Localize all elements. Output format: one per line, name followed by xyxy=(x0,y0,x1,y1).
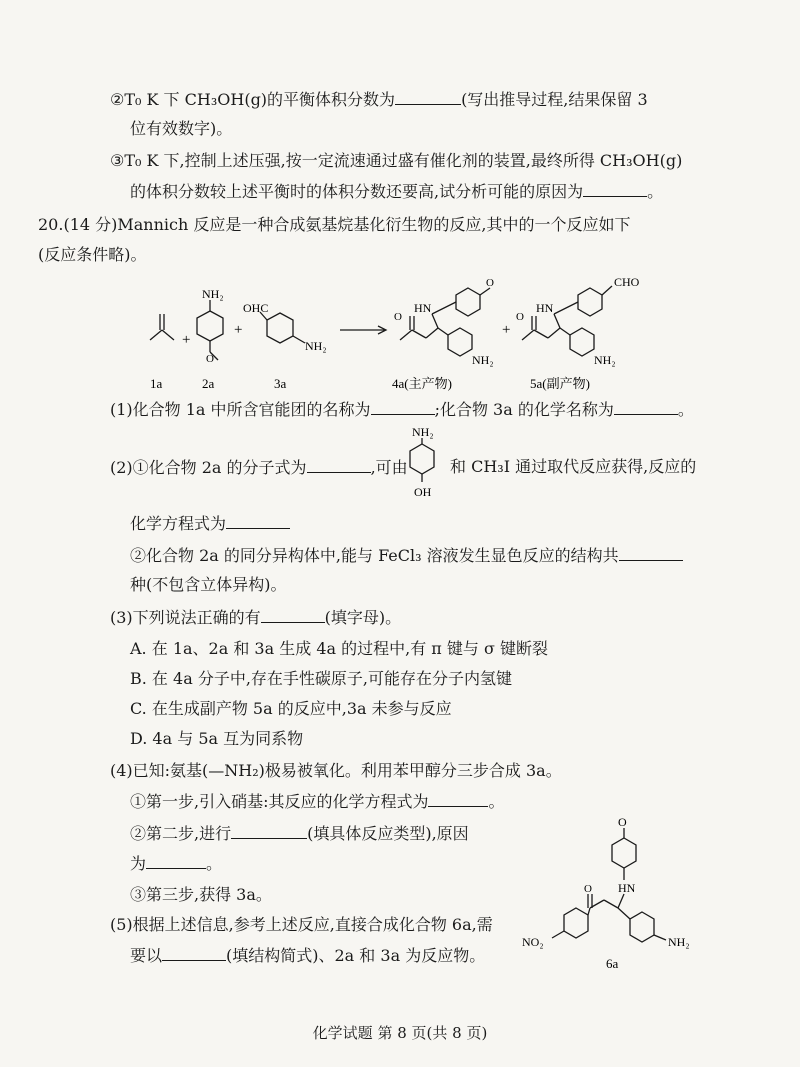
q20-s42-text: ②第二步,进行 xyxy=(130,824,232,843)
end-mark: 。 xyxy=(488,792,505,811)
compound-1a-structure xyxy=(150,314,174,340)
compound-4a-structure xyxy=(400,288,490,356)
q20-s5c-text: (填结构简式)、2a 和 3a 为反应物。 xyxy=(226,946,486,965)
q20-sub4-3: ③第三步,获得 3a。 xyxy=(130,885,272,904)
oh-label: OH xyxy=(414,485,432,499)
answer-blank[interactable] xyxy=(261,606,325,623)
answer-blank[interactable] xyxy=(583,180,647,197)
ohc-label: OHC xyxy=(243,301,269,315)
q19-part3-line2 xyxy=(130,180,663,203)
q20-s2d-text: 化学方程式为 xyxy=(130,514,227,533)
q20-sub1 xyxy=(110,398,694,421)
q20-s22a-text: ②化合物 2a 的同分异构体中,能与 FeCl₃ 溶液发生显色反应的结构共 xyxy=(130,546,619,565)
q20-s1-text: (1)化合物 1a 中所含官能团的名称为 xyxy=(110,400,371,419)
q20-sub2-2 xyxy=(130,544,683,567)
q20-sub2-2b: 种(不包含立体异构)。 xyxy=(130,575,287,594)
q20-sub2-1-cont: 和 CH₃I 通过取代反应获得,反应的 xyxy=(450,457,697,476)
option-c: C. 在生成副产物 5a 的反应中,3a 未参与反应 xyxy=(130,699,452,718)
hn-label: HN xyxy=(536,301,554,315)
nh2-label: NH₂ xyxy=(202,287,224,301)
answer-blank[interactable] xyxy=(146,852,206,869)
label-2a: 2a xyxy=(202,376,215,391)
q20-sub2-eq xyxy=(130,512,290,535)
q20-sub4: (4)已知:氨基(—NH₂)极易被氧化。利用苯甲醇分三步合成 3a。 xyxy=(110,761,562,780)
label-5a: 5a(副产物) xyxy=(530,376,590,391)
answer-blank[interactable] xyxy=(395,88,461,105)
compound-2a-structure xyxy=(197,300,223,360)
nh2-label: NH₂ xyxy=(305,339,327,353)
answer-blank[interactable] xyxy=(428,790,488,807)
q19-part2-line2: 位有效数字)。 xyxy=(130,119,233,138)
q19-p2-text1: ②T₀ K 下 CH₃OH(g)的平衡体积分数为 xyxy=(110,90,396,109)
no2-label: NO₂ xyxy=(522,935,544,949)
o-label: O xyxy=(516,311,524,323)
label-1a: 1a xyxy=(150,376,163,391)
q19-part3-line1: ③T₀ K 下,控制上述压强,按一定流速通过盛有催化剂的装置,最终所得 CH₃OH(g) xyxy=(110,151,683,170)
label-6a: 6a xyxy=(606,956,619,971)
o-label: O xyxy=(486,277,494,289)
page-footer: 化学试题 第 8 页(共 8 页) xyxy=(312,1024,488,1042)
option-b: B. 在 4a 分子中,存在手性碳原子,可能存在分子内氢键 xyxy=(130,669,512,688)
q19-p3-text: 的体积分数较上述平衡时的体积分数还要高,试分析可能的原因为 xyxy=(130,182,584,201)
plus-sign: + xyxy=(182,332,191,348)
q20-header2: (反应条件略)。 xyxy=(38,245,147,264)
option-d: D. 4a 与 5a 互为同系物 xyxy=(130,729,304,748)
q20-s2b-text: ,可由 xyxy=(370,458,408,477)
compound-5a-structure xyxy=(522,286,612,356)
q20-header: 20.(14 分)Mannich 反应是一种合成氨基烷基化衍生物的反应,其中的一个反应如下 xyxy=(38,215,631,234)
q20-s2a-text: (2)①化合物 2a 的分子式为 xyxy=(110,458,307,477)
end-mark: 。 xyxy=(206,854,223,873)
end-mark: 。 xyxy=(677,400,694,419)
q20-s5b-text: 要以 xyxy=(130,946,163,965)
q20-s42b-text: (填具体反应类型),原因 xyxy=(307,824,469,843)
q20-sub2-1 xyxy=(110,456,408,479)
label-3a: 3a xyxy=(274,376,287,391)
q20-sub5: (5)根据上述信息,参考上述反应,直接合成化合物 6a,需 xyxy=(110,915,493,934)
q20-sub4-2c xyxy=(130,852,222,875)
q20-s3-text: (3)下列说法正确的有 xyxy=(110,608,261,627)
q20-sub4-1 xyxy=(130,790,505,813)
compound-3a-structure xyxy=(260,312,305,343)
option-a: A. 在 1a、2a 和 3a 生成 4a 的过程中,有 π 键与 σ 键断裂 xyxy=(130,639,548,658)
q20-s41-text: ①第一步,引入硝基:其反应的化学方程式为 xyxy=(130,792,429,811)
compound-6a-structure xyxy=(520,814,720,974)
q20-s1-mid: ;化合物 3a 的化学名称为 xyxy=(434,400,614,419)
nh2-label: NH₂ xyxy=(594,353,616,367)
answer-blank[interactable] xyxy=(619,544,683,561)
o-label: O xyxy=(206,353,214,365)
nh2-label: NH₂ xyxy=(472,353,494,367)
q20-sub5-b xyxy=(130,944,485,967)
answer-blank[interactable] xyxy=(307,456,371,473)
q20-s3-tail: (填字母)。 xyxy=(324,608,402,627)
q20-sub3 xyxy=(110,606,401,629)
o-label: O xyxy=(394,311,402,323)
hn-label: HN xyxy=(414,301,432,315)
nh2-label: NH₂ xyxy=(412,426,434,439)
o-label: O xyxy=(618,815,627,829)
nh2-label: NH₂ xyxy=(668,935,690,949)
end-mark: 。 xyxy=(647,182,664,201)
q20-sub4-2 xyxy=(130,822,469,845)
plus-sign: + xyxy=(502,322,511,338)
q20-s42c-text: 为 xyxy=(130,854,147,873)
answer-blank[interactable] xyxy=(614,398,678,415)
answer-blank[interactable] xyxy=(231,822,307,839)
cho-label: CHO xyxy=(614,275,640,289)
answer-blank[interactable] xyxy=(162,944,226,961)
q19-part2-line1 xyxy=(110,88,648,111)
answer-blank[interactable] xyxy=(371,398,435,415)
reaction-scheme xyxy=(130,268,690,398)
q19-p2-text2: (写出推导过程,结果保留 3 xyxy=(461,90,648,109)
plus-sign: + xyxy=(234,322,243,338)
hn-label: HN xyxy=(618,881,636,895)
o-label: O xyxy=(584,883,592,895)
label-4a: 4a(主产物) xyxy=(392,376,452,391)
answer-blank[interactable] xyxy=(226,512,290,529)
